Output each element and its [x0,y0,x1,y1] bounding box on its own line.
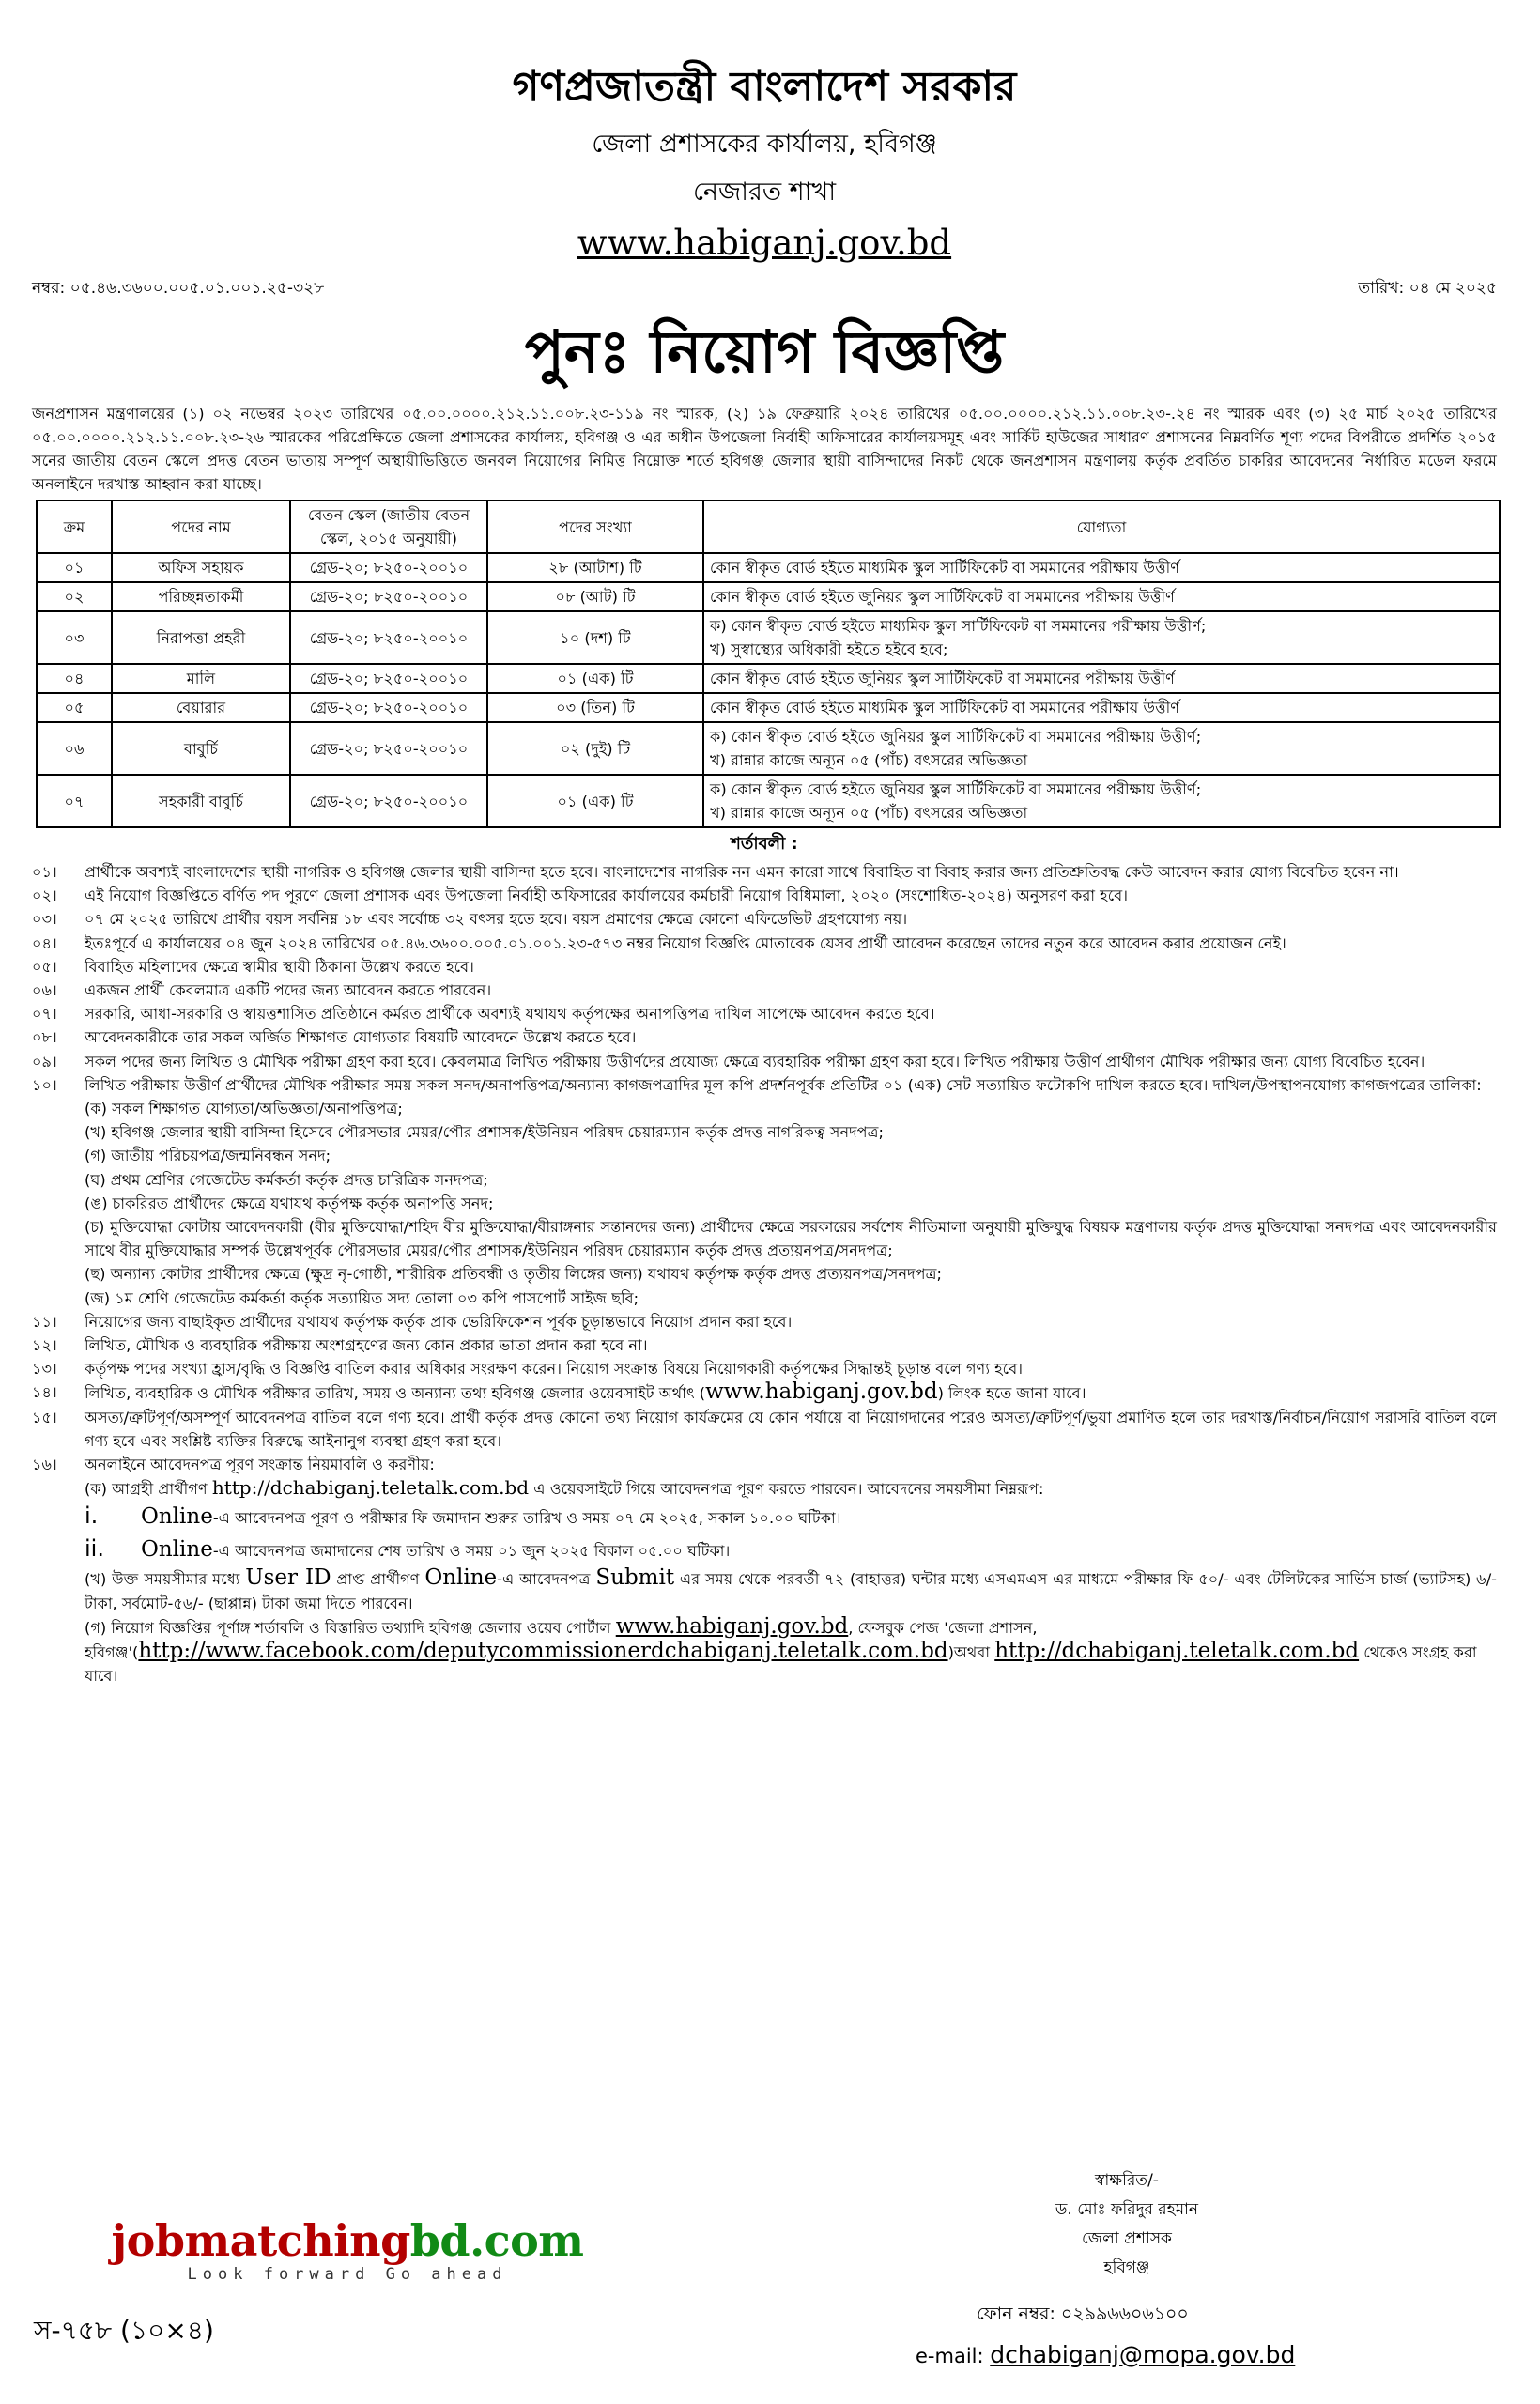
condition-number: ১৪। [32,1383,57,1402]
ga-portal-link[interactable]: www.habiganj.gov.bd [615,1613,849,1639]
cell-serial: ০১ [37,553,112,582]
table-row [37,775,1500,827]
qualification-line: খ) রান্নার কাজে অন্যূন ০৫ (পাঁচ) বৎসরের অভিজ্ঞতা [710,804,1028,822]
cell-scale: গ্রেড-২০; ৮২৫০-২০০১০ [290,582,487,611]
document-item: (ঘ) প্রথম শ্রেণির গেজেটেড কর্মকর্তা কর্তৃক প্রদত্ত চারিত্রিক সনদপত্র; [85,1170,488,1189]
col-header-scale: বেতন স্কেল (জাতীয় বেতন স্কেল, ২০১৫ অনুযায়ী) [290,501,487,553]
online-ga [32,1615,1497,1688]
posts-table [36,500,1501,828]
condition-item [32,884,1497,907]
condition-text: কর্তৃপক্ষ পদের সংখ্যা হ্রাস/বৃদ্ধি ও বিজ্ঞপ্তি বাতিল করার অধিকার সংরক্ষণ করেন। নিয়োগ সংক্রান্ত বিষয়ে নিয়োগকারী কর্তৃপক্ষের সিদ্ধান্তই চূড়ান্ত বলে গণ্য হবে। [85,1360,1023,1379]
col-header-count: পদের সংখ্যা [487,501,703,553]
conditions-list [32,860,1497,1688]
ga-teletalk-link[interactable]: http://dchabiganj.teletalk.com.bd [994,1639,1360,1664]
ga-text-2: , ফেসবুক পেজ 'জেলা প্রশাসন, হবিগঞ্জ'( [85,1618,1038,1662]
email-label: e-mail: [916,2345,991,2367]
government-title: গণপ্রজাতন্ত্রী বাংলাদেশ সরকার [512,63,1017,111]
cell-serial: ০৫ [37,693,112,722]
qualification-line: ক) কোন স্বীকৃত বোর্ড হইতে জুনিয়র স্কুল সার্টিফিকেট বা সমমানের পরীক্ষায় উত্তীর্ণ; [710,728,1202,746]
cell-post: অফিস সহায়ক [112,553,290,582]
email-link[interactable]: dchabiganj@mopa.gov.bd [990,2341,1296,2368]
cell-qualification [703,775,1500,827]
condition-item [32,1073,1497,1097]
c14-website-link[interactable]: www.habiganj.gov.bd [705,1379,938,1405]
logo-tagline: Look forward Go ahead [187,2265,508,2284]
kha-submit: Submit [595,1565,675,1591]
cell-count: ০৮ (আট) টি [487,582,703,611]
schedule-number: ii. [85,1535,104,1563]
table-row [37,693,1500,722]
condition-number: ০৮। [32,1028,57,1047]
condition-text: সরকারি, আধা-সরকারি ও স্বায়ত্তশাসিত প্রতিষ্ঠানে কর্মরত প্রার্থীকে অবশ্যই যথাযথ কর্তৃপক্ষের অনাপত্তিপত্র দাখিল সাপেক্ষে আবেদন করতে হবে। [85,1005,935,1024]
condition-text: অনলাইনে আবেদনপত্র পূরণ সংক্রান্ত নিয়মাবলি ও করণীয়: [85,1456,435,1474]
signatory-district: হবিগঞ্জ [1103,2258,1150,2277]
condition-number: ০৬। [32,981,57,1000]
condition-text: অসত্য/ত্রুটিপূর্ণ/অসম্পূর্ণ আবেদনপত্র বাতিল বলে গণ্য হবে। প্রার্থী কর্তৃক প্রদত্ত কোনো তথ্য নিয়োগ কার্যক্রমের যে কোন পর্যায়ে বা নিয়োগদানের পরেও অসত্য/ত্রুটিপূর্ণ/ভুয়া প্রমাণিত হলে তার দরখাস্ত/নির্বাচন/নিয়োগ সরাসরি বাতিল বলে গণ্য হবে এবং সংশ্লিষ্ট ব্যক্তির বিরুদ্ধে আইনানুগ ব্যবস্থা গ্রহণ করা হবে। [85,1408,1497,1450]
condition-item [32,1333,1497,1357]
qualification-line: কোন স্বীকৃত বোর্ড হইতে জুনিয়র স্কুল সার্টিফিকেট বা সমমানের পরীক্ষায় উত্তীর্ণ [710,670,1175,687]
cell-scale: গ্রেড-২০; ৮২৫০-২০০১০ [290,722,487,775]
email-line [916,2341,1295,2368]
cell-serial: ০৪ [37,664,112,693]
condition-text: আবেদনকারীকে তার সকল অর্জিত শিক্ষাগত যোগ্যতার বিষয়টি আবেদনে উল্লেখ করতে হবে। [85,1028,637,1047]
schedule-text: -এ আবেদনপত্র জমাদানের শেষ তারিখ ও সময় ০১ জুন ২০২৫ বিকাল ০৫.০০ ঘটিকা। [212,1542,731,1561]
table-row [37,582,1500,611]
schedule-online: Online [141,1504,213,1530]
condition-number: ০১। [32,863,57,881]
condition-number: ০২। [32,886,57,905]
condition-item [32,1357,1497,1380]
condition-number: ০৭। [32,1005,57,1024]
online-kha [32,1566,1497,1614]
cell-qualification [703,693,1500,722]
condition-item [32,1050,1497,1073]
kha-text-3: -এ আবেদনপত্র [497,1570,596,1589]
cell-count: ০১ (এক) টি [487,775,703,827]
condition-text: বিবাহিত মহিলাদের ক্ষেত্রে স্বামীর স্থায়ী ঠিকানা উল্লেখ করতে হবে। [85,957,474,976]
condition-item [32,1025,1497,1049]
schedule-number: i. [85,1502,99,1530]
cell-serial: ০৩ [37,611,112,664]
qualification-line: কোন স্বীকৃত বোর্ড হইতে জুনিয়র স্কুল সার্টিফিকেট বা সমমানের পরীক্ষায় উত্তীর্ণ [710,588,1175,606]
memo-date: তারিখ: ০৪ মে ২০২৫ [1358,279,1497,298]
ga-text-3: )অথবা [947,1643,995,1662]
condition-number: ১০। [32,1075,57,1094]
logo-text [66,2216,629,2265]
online-ka [85,1476,1497,1501]
kha-online: Online [424,1565,498,1591]
cell-qualification [703,611,1500,664]
document-item: (ক) সকল শিক্ষাগত যোগ্যতা/অভিজ্ঞতা/অনাপত্তিপত্র; [85,1100,403,1118]
condition-item [32,955,1497,979]
cell-scale: গ্রেড-২০; ৮২৫০-২০০১০ [290,775,487,827]
cell-count: ১০ (দশ) টি [487,611,703,664]
condition-text: প্রার্থীকে অবশ্যই বাংলাদেশের স্থায়ী নাগরিক ও হবিগঞ্জ জেলার স্থায়ী বাসিন্দা হতে হবে। বাংলাদেশের নাগরিক নন এমন কারো সাথে বিবাহিত বা বিবাহ করার জন্য প্রতিশ্রুতিবদ্ধ কেউ আবেদন করার যোগ্য বিবেচিত হবেন না। [85,863,1399,881]
cell-post: মালি [112,664,290,693]
ga-text-1: (গ) নিয়োগ বিজ্ঞপ্তির পূর্ণাঙ্গ শর্তাবলি ও বিস্তারিত তথ্যাদি হবিগঞ্জ জেলার ওয়েব পোর্টাল [85,1618,616,1637]
condition-number: ০৫। [32,957,57,976]
notice-title: পুনঃ নিয়োগ বিজ্ঞপ্তি [524,317,1005,386]
office-name: জেলা প্রশাসকের কার্যালয়, হবিগঞ্জ [592,130,937,159]
cell-count: ২৮ (আটাশ) টি [487,553,703,582]
kha-text-4: এর সময় থেকে পরবর্তী ৭২ (বাহাত্তর) ঘন্টার মধ্যে এসএমএস এর মাধ্যমে পরীক্ষার ফি ৫০/- এবং টেলিটকের সার্ভিস চার্জ (ভ্যাটসহ) ৬/- টাকা, সর্বমোট-৫৬/- (ছাপ্পান্ন) টাকা জমা দিতে পারবেন। [85,1570,1497,1612]
kha-text-1: (খ) উক্ত সময়সীমার মধ্যে [85,1570,246,1589]
condition-text: ০৭ মে ২০২৫ তারিখে প্রার্থীর বয়স সর্বনিম্ন ১৮ এবং সর্বোচ্চ ৩২ বৎসর হতে হবে। বয়স প্রমাণের ক্ষেত্রে কোনো এফিডেভিট গ্রহণযোগ্য নয়। [85,910,908,929]
branch-name: নেজারত শাখা [692,177,837,207]
qualification-line: খ) সুস্বাস্থ্যের অধিকারী হইতে হইবে হবে; [710,640,948,658]
document-item: (খ) হবিগঞ্জ জেলার স্থায়ী বাসিন্দা হিসেবে পৌরসভার মেয়র/পৌর প্রশাসক/ইউনিয়ন পরিষদ চেয়ারম্যান কর্তৃক প্রদত্ত নাগরিকত্ব সনদপত্র; [85,1123,884,1142]
logo-part1: jobmatching [111,2215,410,2266]
condition-item [32,1310,1497,1333]
header-website-link[interactable]: www.habiganj.gov.bd [577,223,952,263]
jobmatchingbd-logo [66,2216,629,2284]
kha-user-id: User ID [245,1565,331,1591]
condition-item [32,1406,1497,1453]
col-header-qualification: যোগ্যতা [703,501,1500,553]
kha-text-2: প্রাপ্ত প্রার্থীগণ [331,1570,425,1589]
cell-count: ০৩ (তিন) টি [487,693,703,722]
cell-qualification [703,553,1500,582]
col-header-post: পদের নাম [112,501,290,553]
qualification-line: ক) কোন স্বীকৃত বোর্ড হইতে মাধ্যমিক স্কুল সার্টিফিকেট বা সমমানের পরীক্ষায় উত্তীর্ণ; [710,617,1207,635]
cell-post: নিরাপত্তা প্রহরী [112,611,290,664]
ga-text-4: থেকেও সংগ্রহ করা যাবে। [85,1643,1477,1686]
condition-item [32,1453,1497,1476]
intro-paragraph: জনপ্রশাসন মন্ত্রণালয়ের (১) ০২ নভেম্বর ২০২৩ তারিখের ০৫.০০.০০০০.২১২.১১.০০৮.২৩-১১৯ নং স্মারক, (২) ১৯ ফেব্রুয়ারি ২০২৪ তারিখের ০৫.০০.০০০০.২১২.১১.০০৮.২৩-.২৪ নং স্মারক এবং (৩) ২৫ মার্চ ২০২৫ তারিখের ০৫.০০.০০০০.২১২.১১.০০৮.২৩-২৬ স্মারকের পরিপ্রেক্ষিতে জেলা প্রশাসকের কার্যালয়, হবিগঞ্জ ও এর অধীন উপজেলা নির্বাহী অফিসারের কার্যালয়সমূহ এবং সার্কিট হাউজের সাধারণ প্রশাসনের নিম্নবর্ণিত শূণ্য পদের বিপরীতে প্রদর্শিত ২০১৫ সনের জাতীয় বেতন স্কেলে প্রদত্ত বেতন ভাতায় সম্পূর্ণ অস্থায়ীভিত্তিতে জনবল নিয়োগের নিমিত্ত নিম্নোক্ত শর্তে হবিগঞ্জ জেলার স্থায়ী বাসিন্দাদের নিকট থেকে জনপ্রশাসন মন্ত্রণালয় কর্তৃক প্রবর্তিত চাকরির আবেদনের নির্ধারিত মডেল ফরমে অনলাইনে দরখাস্ত আহ্বান করা যাচ্ছে। [32,405,1497,493]
condition-number: ১১। [32,1312,57,1331]
signed-label: স্বাক্ষরিত/- [1095,2171,1159,2190]
schedule-item [32,1533,1497,1566]
teletalk-link[interactable]: http://dchabiganj.teletalk.com.bd [211,1476,530,1500]
condition-item [32,979,1497,1002]
cell-qualification [703,664,1500,693]
phone-number: ফোন নম্বর: ০২৯৯৬৬০৬১০০ [977,2304,1189,2324]
condition-item [32,1380,1497,1405]
cell-scale: গ্রেড-২০; ৮২৫০-২০০১০ [290,693,487,722]
cell-count: ০১ (এক) টি [487,664,703,693]
schedule-item [32,1501,1497,1533]
memo-number: নম্বর: ০৫.৪৬.৩৬০০.০০৫.০১.০০১.২৫-৩২৮ [32,279,325,298]
document-item: (ঙ) চাকরিরত প্রার্থীদের ক্ষেত্রে যথাযথ কর্তৃপক্ষ কর্তৃক অনাপত্তি সনদ; [85,1194,494,1212]
table-row [37,722,1500,775]
condition-text: নিয়োগের জন্য বাছাইকৃত প্রার্থীদের যথাযথ কর্তৃপক্ষ কর্তৃক প্রাক ভেরিফিকেশন পূর্বক চূড়ান্তভাবে নিয়োগ প্রদান করা হবে। [85,1312,793,1331]
condition-text: লিখিত পরীক্ষায় উত্তীর্ণ প্রার্থীদের মৌখিক পরীক্ষার সময় সকল সনদ/অনাপত্তিপত্র/অন্যান্য কাগজপত্রাদির মূল কপি প্রদর্শনপূর্বক প্রতিটির ০১ (এক) সেট সত্যায়িত ফটোকপি দাখিল করতে হবে। দাখিল/উপস্থাপনযোগ্য কাগজপত্রের তালিকা: [85,1075,1482,1094]
table-row [37,611,1500,664]
qualification-line: ক) কোন স্বীকৃত বোর্ড হইতে জুনিয়র স্কুল সার্টিফিকেট বা সমমানের পরীক্ষায় উত্তীর্ণ; [710,780,1202,798]
memo-line [32,276,1497,302]
signature-block [948,2166,1305,2283]
condition-text [85,1380,1497,1405]
cell-serial: ০২ [37,582,112,611]
cell-post: পরিচ্ছন্নতাকর্মী [112,582,290,611]
cell-count: ০২ (দুই) টি [487,722,703,775]
cell-post: বাবুর্চি [112,722,290,775]
condition-number: ১৫। [32,1408,57,1426]
ga-facebook-link[interactable]: http://www.facebook.com/deputycommissionerdchabiganj.teletalk.com.bd [138,1639,948,1664]
condition-item [32,1002,1497,1025]
online-instructions [32,1476,1497,1501]
condition-item [32,860,1497,884]
signatory-name: ড. মোঃ ফরিদুর রহমান [1055,2200,1199,2219]
condition-number: ১২। [32,1336,57,1355]
condition-text: সকল পদের জন্য লিখিত ও মৌখিক পরীক্ষা গ্রহণ করা হবে। কেবলমাত্র লিখিত পরীক্ষায় উত্তীর্ণদের প্রযোজ্য ক্ষেত্রে ব্যবহারিক পরীক্ষা গ্রহণ করা হবে। লিখিত পরীক্ষায় উত্তীর্ণ প্রার্থীগণ মৌখিক পরীক্ষার জন্য যোগ্য বিবেচিত হবেন। [85,1052,1425,1071]
col-header-serial: ক্রম [37,501,112,553]
document-item: (ছ) অন্যান্য কোটার প্রার্থীদের ক্ষেত্রে (ক্ষুদ্র নৃ-গোষ্ঠী, শারীরিক প্রতিবন্ধী ও তৃতীয় লিঙ্গের জন্য) যথাযথ কর্তৃপক্ষ কর্তৃক প্রদত্ত প্রত্যয়নপত্র/সনদপত্র; [85,1265,942,1284]
condition-number: ১৩। [32,1360,57,1379]
cell-post: সহকারী বাবুর্চি [112,775,290,827]
condition-text: একজন প্রার্থী কেবলমাত্র একটি পদের জন্য আবেদন করতে পারবেন। [85,981,492,1000]
condition-number: ০৯। [32,1052,57,1071]
condition-number: ০৪। [32,933,57,952]
qualification-line: কোন স্বীকৃত বোর্ড হইতে মাধ্যমিক স্কুল সার্টিফিকেট বা সমমানের পরীক্ষায় উত্তীর্ণ [710,559,1180,577]
schedule-online: Online [141,1537,213,1563]
cell-qualification [703,722,1500,775]
c14-text-pre: লিখিত, ব্যবহারিক ও মৌখিক পরীক্ষার তারিখ, সময় ও অন্যান্য তথ্য হবিগঞ্জ জেলার ওয়েবসাইট অর্থাৎ ( [85,1384,706,1403]
qualification-line: কোন স্বীকৃত বোর্ড হইতে মাধ্যমিক স্কুল সার্টিফিকেট বা সমমানের পরীক্ষায় উত্তীর্ণ [710,699,1180,717]
c14-text-post: ) লিংক হতে জানা যাবে। [937,1384,1086,1403]
document-item: (চ) মুক্তিযোদ্ধা কোটায় আবেদনকারী (বীর মুক্তিযোদ্ধা/শহিদ বীর মুক্তিযোদ্ধা/বীরাঙ্গনার সন্তানদের জন্য) প্রার্থীদের ক্ষেত্রে সরকারের সর্বশেষ নীতিমালা অনুযায়ী মুক্তিযুদ্ধ বিষয়ক মন্ত্রণালয় কর্তৃক প্রদত্ত মুক্তিযোদ্ধা সনদপত্র এবং আবেদনকারীর সাথে বীর মুক্তিযোদ্ধার সম্পর্ক উল্লেখপূর্বক পৌরসভার মেয়র/পৌর প্রশাসক/ইউনিয়ন পরিষদ চেয়ারম্যান কর্তৃক প্রদত্ত প্রত্যয়নপত্র/সনদপত্র; [85,1218,1497,1260]
logo-part2: bd.com [409,2215,584,2266]
cell-serial: ০৬ [37,722,112,775]
header [32,54,1497,270]
condition-text: এই নিয়োগ বিজ্ঞপ্তিতে বর্ণিত পদ পূরণে জেলা প্রশাসক এবং উপজেলা নির্বাহী অফিসারের কার্যালয়ের কর্মচারী নিয়োগ বিধিমালা, ২০২০ (সংশোধিত-২০২৪) অনুসরণ করা হবে। [85,886,1128,905]
cell-qualification [703,582,1500,611]
condition-item [32,907,1497,931]
table-header-row [37,501,1500,553]
qualification-line: খ) রান্নার কাজে অন্যূন ০৫ (পাঁচ) বৎসরের অভিজ্ঞতা [710,751,1028,769]
cell-scale: গ্রেড-২০; ৮২৫০-২০০১০ [290,553,487,582]
notice-code: স-৭৫৮ (১০×৪) [34,2315,214,2346]
cell-serial: ০৭ [37,775,112,827]
cell-scale: গ্রেড-২০; ৮২৫০-২০০১০ [290,611,487,664]
cell-post: বেয়ারার [112,693,290,722]
ka-text-pre: (ক) আগ্রহী প্রার্থীগণ [85,1480,212,1499]
signatory-designation: জেলা প্রশাসক [1082,2229,1172,2248]
condition-text: লিখিত, মৌখিক ও ব্যবহারিক পরীক্ষায় অংশগ্রহণের জন্য কোন প্রকার ভাতা প্রদান করা হবে না। [85,1336,648,1355]
table-row [37,664,1500,693]
cell-scale: গ্রেড-২০; ৮২৫০-২০০১০ [290,664,487,693]
document-list [32,1097,1497,1310]
conditions-heading: শর্তাবলী : [731,834,798,854]
document-item: (জ) ১ম শ্রেণি গেজেটেড কর্মকর্তা কর্তৃক সত্যায়িত সদ্য তোলা ০৩ কপি পাসপোর্ট সাইজ ছবি; [85,1288,639,1307]
schedule-text: -এ আবেদনপত্র পূরণ ও পরীক্ষার ফি জমাদান শুরুর তারিখ ও সময় ০৭ মে ২০২৫, সকাল ১০.০০ ঘটিকা। [212,1509,841,1528]
document-item: (গ) জাতীয় পরিচয়পত্র/জন্মনিবন্ধন সনদ; [85,1147,331,1165]
condition-number: ১৬। [32,1456,57,1474]
condition-number: ০৩। [32,910,57,929]
ka-text-post: এ ওয়েবসাইটে গিয়ে আবেদনপত্র পূরণ করতে পারবেন। আবেদনের সময়সীমা নিম্নরূপ: [529,1480,1044,1499]
condition-item [32,932,1497,955]
condition-text: ইতঃপূর্বে এ কার্যালয়ের ০৪ জুন ২০২৪ তারিখের ০৫.৪৬.৩৬০০.০০৫.০১.০০১.২৩-৫৭৩ নম্বর নিয়োগ বিজ্ঞপ্তি মোতাবেক যেসব প্রার্থী আবেদন করেছেন তাদের নতুন করে আবেদন করার প্রয়োজন নেই। [85,933,1286,952]
table-row [37,553,1500,582]
